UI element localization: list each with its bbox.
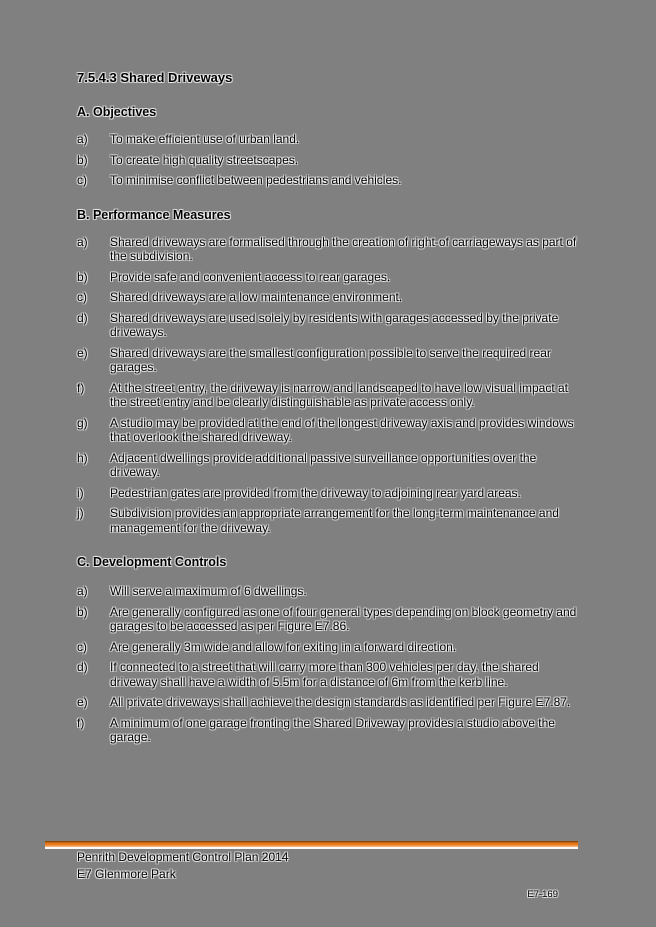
list-item xyxy=(77,506,581,535)
document-section xyxy=(77,105,581,188)
list-item-text: To create high quality streetscapes. xyxy=(110,152,299,167)
section-items xyxy=(77,132,581,188)
list-item-label: h) xyxy=(77,450,88,465)
list-item xyxy=(77,270,581,285)
list-item-text: At the street entry, the driveway is narrow and landscaped to have low visual impact at the street entry and be clearly distinguishable as private access only. xyxy=(110,380,569,409)
list-item-text: Subdivision provides an appropriate arrangement for the long-term maintenance and management for the driveway. xyxy=(110,506,559,535)
list-item-text: All private driveways shall achieve the design standards as identified per Figure E7.87. xyxy=(110,695,571,709)
list-item xyxy=(77,173,581,188)
list-item-label: a) xyxy=(77,132,88,146)
footer-plan-name: Penrith Development Control Plan 2014 xyxy=(77,850,289,864)
list-item xyxy=(77,605,581,634)
list-item-text: Are generally 3m wide and allow for exiting in a forward direction. xyxy=(110,639,457,654)
list-item-label: g) xyxy=(77,415,88,430)
list-item xyxy=(77,235,581,264)
list-item-label: f) xyxy=(77,715,85,730)
list-item-label: i) xyxy=(77,485,84,500)
list-item-text: A studio may be provided at the end of the longest driveway axis and provides windows that overlook the shared driveway. xyxy=(110,415,574,444)
document-section xyxy=(77,555,581,745)
list-item xyxy=(77,660,581,689)
list-item-label: c) xyxy=(77,639,87,654)
document-section xyxy=(77,208,581,536)
sections xyxy=(77,105,581,745)
footer-orange-rule xyxy=(45,841,578,849)
list-item-text: To make efficient use of urban land. xyxy=(110,132,300,146)
list-item-label: d) xyxy=(77,310,88,325)
list-item-label: e) xyxy=(77,345,88,360)
list-item xyxy=(77,381,581,410)
list-item xyxy=(77,311,581,340)
list-item-label: a) xyxy=(77,234,88,249)
list-item-text: Are generally configured as one of four general types depending on block geometry and garages to be accessed as per Figure E7.86. xyxy=(110,604,577,633)
document-body xyxy=(77,70,581,751)
list-item xyxy=(77,640,581,655)
list-item-label: b) xyxy=(77,604,88,619)
page-title: 7.5.4.3 Shared Driveways xyxy=(77,70,233,85)
section-heading: A. Objectives xyxy=(77,105,157,119)
list-item xyxy=(77,290,581,305)
list-item-text: Shared driveways are used solely by residents with garages accessed by the private driveways. xyxy=(110,310,559,339)
list-item-text: A minimum of one garage fronting the Shared Driveway provides a studio above the garage. xyxy=(110,715,555,744)
list-item-label: a) xyxy=(77,584,88,598)
list-item-text: Provide safe and convenient access to rear garages. xyxy=(110,269,391,284)
section-heading: C. Development Controls xyxy=(77,555,227,569)
list-item-label: d) xyxy=(77,660,88,674)
list-item xyxy=(77,486,581,501)
list-item xyxy=(77,695,581,710)
list-item-text: If connected to a street that will carry more than 300 vehicles per day, the shared driveway shall have a width of 5.5m for a distance of 6m from the kerb line. xyxy=(110,660,539,689)
list-item-label: b) xyxy=(77,152,88,167)
list-item-label: f) xyxy=(77,380,85,395)
list-item xyxy=(77,451,581,480)
list-item xyxy=(77,132,581,147)
list-item-text: Shared driveways are formalised through the creation of right-of carriageways as part of the subdivision. xyxy=(110,234,577,263)
list-item xyxy=(77,346,581,375)
page-number: E7-169 xyxy=(527,889,558,900)
section-items xyxy=(77,584,581,745)
list-item-label: j) xyxy=(77,506,84,520)
list-item xyxy=(77,153,581,168)
list-item-text: Shared driveways are a low maintenance environment. xyxy=(110,290,403,304)
list-item-label: e) xyxy=(77,695,88,709)
list-item-text: Adjacent dwellings provide additional passive surveillance opportunities over the driveway. xyxy=(110,450,537,479)
list-item-text: To minimise conflict between pedestrians and vehicles. xyxy=(110,173,402,187)
section-heading: B. Performance Measures xyxy=(77,207,231,222)
footer-chapter-name: E7 Glenmore Park xyxy=(77,866,176,881)
list-item xyxy=(77,416,581,445)
list-item-text: Shared driveways are the smallest configuration possible to serve the required rear garages. xyxy=(110,345,551,374)
list-item-label: c) xyxy=(77,173,87,187)
list-item-text: Pedestrian gates are provided from the driveway to adjoining rear yard areas. xyxy=(110,485,521,500)
page-footer xyxy=(77,849,288,882)
list-item-label: b) xyxy=(77,269,88,284)
list-item-label: c) xyxy=(77,290,87,304)
list-item-text: Will serve a maximum of 6 dwellings. xyxy=(110,584,307,598)
section-items xyxy=(77,235,581,536)
list-item xyxy=(77,584,581,599)
list-item xyxy=(77,716,581,745)
